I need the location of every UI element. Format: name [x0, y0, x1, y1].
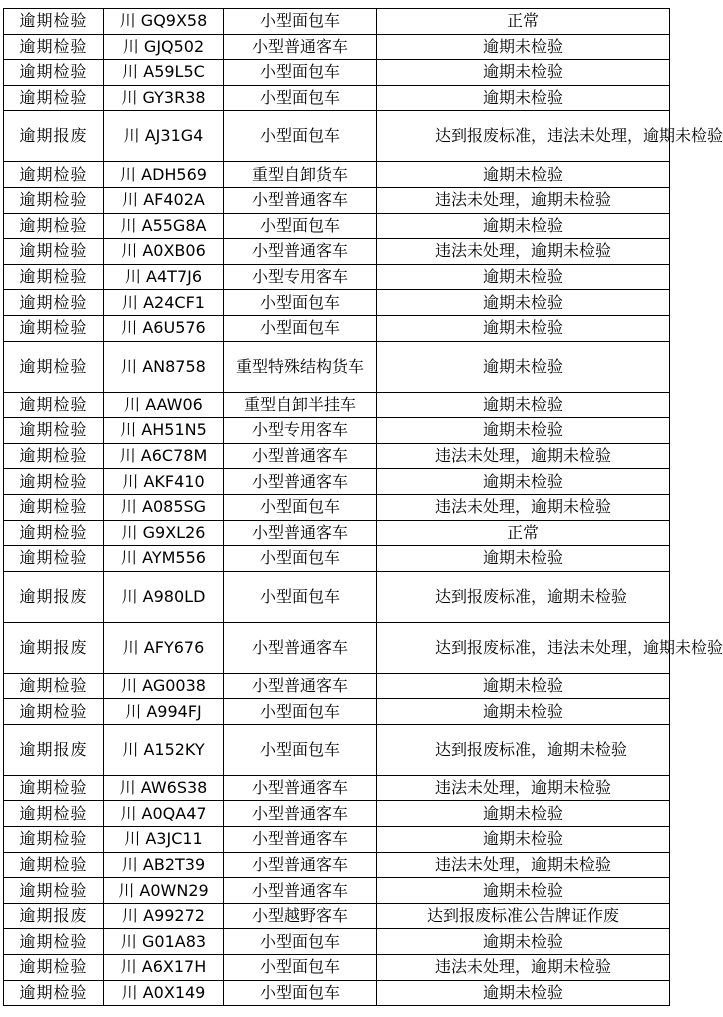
vehicle-type-cell: 小型面包车 [224, 9, 377, 35]
status-cell: 逾期检验 [4, 827, 104, 853]
status-cell: 逾期检验 [4, 546, 104, 572]
status-cell: 逾期检验 [4, 341, 104, 392]
plate-cell: 川 A59L5C [104, 60, 224, 86]
table-row [4, 827, 670, 853]
vehicle-type-cell: 小型普通客车 [224, 34, 377, 60]
result-cell: 逾期未检验 [377, 213, 670, 239]
result-cell: 达到报废标准公告牌证作废 [377, 903, 670, 929]
plate-cell: 川 GQ9X58 [104, 9, 224, 35]
vehicle-type-cell: 小型面包车 [224, 980, 377, 1006]
vehicle-type-cell: 小型普通客车 [224, 239, 377, 265]
table-row [4, 9, 670, 35]
result-cell: 逾期未检验 [377, 418, 670, 444]
result-cell: 逾期未检验 [377, 673, 670, 699]
vehicle-type-cell: 小型面包车 [224, 494, 377, 520]
status-cell: 逾期检验 [4, 673, 104, 699]
result-cell: 达到报废标准，违法未处理，逾期未检验 [377, 111, 670, 162]
result-cell: 逾期未检验 [377, 546, 670, 572]
vehicle-type-cell: 小型普通客车 [224, 852, 377, 878]
plate-cell: 川 A55G8A [104, 213, 224, 239]
table-row [4, 801, 670, 827]
result-cell: 违法未处理，逾期未检验 [377, 239, 670, 265]
status-cell: 逾期检验 [4, 264, 104, 290]
vehicle-type-cell: 小型面包车 [224, 111, 377, 162]
table-row [4, 494, 670, 520]
vehicle-type-cell: 小型面包车 [224, 724, 377, 775]
status-cell: 逾期检验 [4, 290, 104, 316]
status-cell: 逾期检验 [4, 494, 104, 520]
vehicle-type-cell: 小型面包车 [224, 571, 377, 622]
table-row [4, 392, 670, 418]
plate-cell: 川 AKF410 [104, 469, 224, 495]
plate-cell: 川 A4T7J6 [104, 264, 224, 290]
vehicle-type-cell: 小型普通客车 [224, 775, 377, 801]
status-cell: 逾期检验 [4, 213, 104, 239]
vehicle-type-cell: 小型面包车 [224, 955, 377, 981]
plate-cell: 川 GY3R38 [104, 85, 224, 111]
status-cell: 逾期检验 [4, 418, 104, 444]
plate-cell: 川 A0QA47 [104, 801, 224, 827]
plate-cell: 川 A99272 [104, 903, 224, 929]
table-row [4, 418, 670, 444]
result-cell: 逾期未检验 [377, 980, 670, 1006]
status-cell: 逾期检验 [4, 469, 104, 495]
table-row [4, 469, 670, 495]
table-row [4, 622, 670, 673]
result-cell: 正常 [377, 520, 670, 546]
table-row [4, 443, 670, 469]
table-row [4, 673, 670, 699]
vehicle-type-cell: 重型自卸半挂车 [224, 392, 377, 418]
vehicle-type-cell: 小型面包车 [224, 546, 377, 572]
table-row [4, 878, 670, 904]
plate-cell: 川 GJQ502 [104, 34, 224, 60]
vehicle-type-cell: 小型专用客车 [224, 418, 377, 444]
status-cell: 逾期检验 [4, 520, 104, 546]
plate-cell: 川 AFY676 [104, 622, 224, 673]
result-cell: 违法未处理，逾期未检验 [377, 775, 670, 801]
plate-cell: 川 ADH569 [104, 162, 224, 188]
result-cell: 逾期未检验 [377, 878, 670, 904]
plate-cell: 川 AB2T39 [104, 852, 224, 878]
vehicle-table [3, 8, 723, 1006]
vehicle-type-cell: 重型特殊结构货车 [224, 341, 377, 392]
table-body [4, 9, 723, 1006]
status-cell: 逾期检验 [4, 187, 104, 213]
status-cell: 逾期报废 [4, 724, 104, 775]
table-row [4, 162, 670, 188]
plate-cell: 川 G9XL26 [104, 520, 224, 546]
status-cell: 逾期检验 [4, 34, 104, 60]
status-cell: 逾期检验 [4, 801, 104, 827]
plate-cell: 川 A0XB06 [104, 239, 224, 265]
result-cell: 违法未处理，逾期未检验 [377, 443, 670, 469]
status-cell: 逾期检验 [4, 980, 104, 1006]
plate-cell: 川 A6U576 [104, 315, 224, 341]
table-row [4, 264, 670, 290]
status-cell: 逾期检验 [4, 9, 104, 35]
status-cell: 逾期检验 [4, 85, 104, 111]
plate-cell: 川 AN8758 [104, 341, 224, 392]
plate-cell: 川 A6X17H [104, 955, 224, 981]
status-cell: 逾期检验 [4, 443, 104, 469]
table-row [4, 699, 670, 725]
vehicle-type-cell: 小型面包车 [224, 315, 377, 341]
vehicle-type-cell: 小型面包车 [224, 699, 377, 725]
result-cell: 逾期未检验 [377, 264, 670, 290]
vehicle-type-cell: 小型面包车 [224, 929, 377, 955]
status-cell: 逾期报废 [4, 622, 104, 673]
result-cell: 正常 [377, 9, 670, 35]
result-cell: 违法未处理，逾期未检验 [377, 852, 670, 878]
status-cell: 逾期报废 [4, 111, 104, 162]
status-cell: 逾期检验 [4, 929, 104, 955]
result-cell: 逾期未检验 [377, 827, 670, 853]
vehicle-type-cell: 小型面包车 [224, 213, 377, 239]
status-cell: 逾期报废 [4, 571, 104, 622]
result-cell: 逾期未检验 [377, 85, 670, 111]
table-row [4, 955, 670, 981]
table-row [4, 903, 670, 929]
result-cell: 达到报废标准，逾期未检验 [377, 571, 670, 622]
result-cell: 逾期未检验 [377, 60, 670, 86]
vehicle-type-cell: 小型普通客车 [224, 673, 377, 699]
table-row [4, 980, 670, 1006]
table-row [4, 341, 670, 392]
result-cell: 逾期未检验 [377, 315, 670, 341]
result-cell: 逾期未检验 [377, 162, 670, 188]
plate-cell: 川 AYM556 [104, 546, 224, 572]
table-row [4, 34, 670, 60]
result-cell: 逾期未检验 [377, 699, 670, 725]
plate-cell: 川 AF402A [104, 187, 224, 213]
vehicle-type-cell: 小型面包车 [224, 85, 377, 111]
status-cell: 逾期检验 [4, 878, 104, 904]
status-cell: 逾期检验 [4, 852, 104, 878]
status-cell: 逾期检验 [4, 955, 104, 981]
vehicle-type-cell: 小型普通客车 [224, 443, 377, 469]
status-cell: 逾期检验 [4, 392, 104, 418]
vehicle-type-cell: 小型面包车 [224, 60, 377, 86]
vehicle-type-cell: 重型自卸货车 [224, 162, 377, 188]
result-cell: 违法未处理，逾期未检验 [377, 187, 670, 213]
status-cell: 逾期检验 [4, 239, 104, 265]
result-cell: 达到报废标准，逾期未检验 [377, 724, 670, 775]
vehicle-type-cell: 小型普通客车 [224, 622, 377, 673]
table-row [4, 852, 670, 878]
plate-cell: 川 A994FJ [104, 699, 224, 725]
plate-cell: 川 A0X149 [104, 980, 224, 1006]
plate-cell: 川 AW6S38 [104, 775, 224, 801]
result-cell: 违法未处理，逾期未检验 [377, 494, 670, 520]
vehicle-type-cell: 小型普通客车 [224, 520, 377, 546]
result-cell: 逾期未检验 [377, 341, 670, 392]
table-row [4, 571, 670, 622]
result-cell: 逾期未检验 [377, 392, 670, 418]
plate-cell: 川 A3JC11 [104, 827, 224, 853]
vehicle-type-cell: 小型面包车 [224, 290, 377, 316]
table-row [4, 239, 670, 265]
result-cell: 达到报废标准，违法未处理，逾期未检验 [377, 622, 670, 673]
plate-cell: 川 AJ31G4 [104, 111, 224, 162]
vehicle-type-cell: 小型越野客车 [224, 903, 377, 929]
table-row [4, 187, 670, 213]
table-row [4, 85, 670, 111]
table-row [4, 724, 670, 775]
status-cell: 逾期检验 [4, 699, 104, 725]
table-row [4, 290, 670, 316]
plate-cell: 川 G01A83 [104, 929, 224, 955]
table-row [4, 520, 670, 546]
result-cell: 逾期未检验 [377, 34, 670, 60]
result-cell: 逾期未检验 [377, 801, 670, 827]
table-row [4, 111, 670, 162]
table-row [4, 775, 670, 801]
vehicle-type-cell: 小型普通客车 [224, 827, 377, 853]
table-row [4, 315, 670, 341]
plate-cell: 川 AH51N5 [104, 418, 224, 444]
plate-cell: 川 A24CF1 [104, 290, 224, 316]
plate-cell: 川 A0WN29 [104, 878, 224, 904]
status-cell: 逾期检验 [4, 162, 104, 188]
result-cell: 逾期未检验 [377, 469, 670, 495]
result-cell: 逾期未检验 [377, 290, 670, 316]
plate-cell: 川 A6C78M [104, 443, 224, 469]
status-cell: 逾期检验 [4, 60, 104, 86]
plate-cell: 川 AAW06 [104, 392, 224, 418]
plate-cell: 川 A152KY [104, 724, 224, 775]
plate-cell: 川 A980LD [104, 571, 224, 622]
table-row [4, 546, 670, 572]
table-row [4, 60, 670, 86]
result-cell: 逾期未检验 [377, 929, 670, 955]
vehicle-type-cell: 小型普通客车 [224, 878, 377, 904]
vehicle-type-cell: 小型普通客车 [224, 801, 377, 827]
status-cell: 逾期检验 [4, 775, 104, 801]
status-cell: 逾期检验 [4, 315, 104, 341]
vehicle-type-cell: 小型普通客车 [224, 187, 377, 213]
result-cell: 违法未处理，逾期未检验 [377, 955, 670, 981]
table-row [4, 213, 670, 239]
plate-cell: 川 AG0038 [104, 673, 224, 699]
vehicle-type-cell: 小型普通客车 [224, 469, 377, 495]
status-cell: 逾期报废 [4, 903, 104, 929]
vehicle-type-cell: 小型专用客车 [224, 264, 377, 290]
table-row [4, 929, 670, 955]
plate-cell: 川 A085SG [104, 494, 224, 520]
